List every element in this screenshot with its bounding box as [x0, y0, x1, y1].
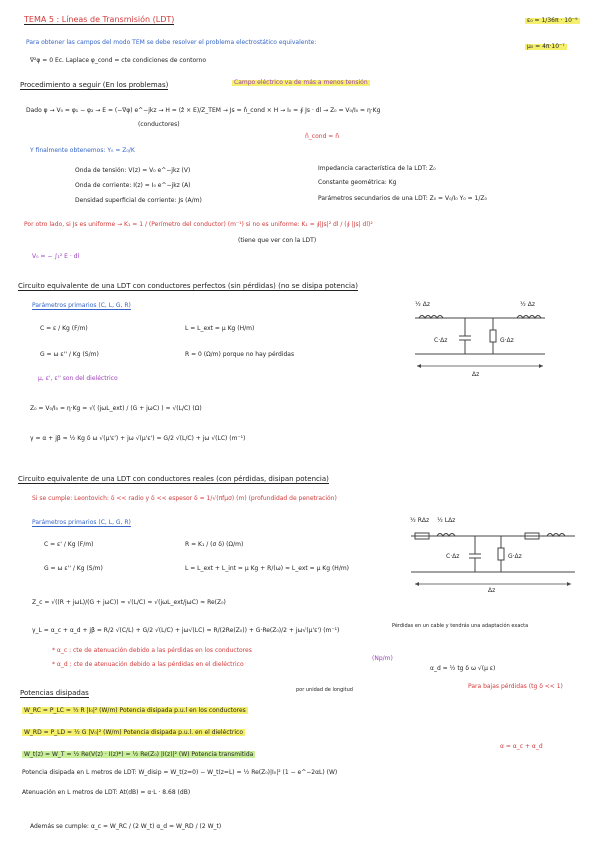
- lossless-g: G = ω ε'' / Kg (S/m): [40, 351, 99, 358]
- page-title: TEMA 5 : Líneas de Transmisión (LDT): [24, 15, 175, 24]
- lossy-low-loss-note: Para bajas pérdidas (tg δ << 1): [468, 683, 563, 690]
- lossy-circuit-diagram: [405, 514, 580, 594]
- power-transmitted: [22, 752, 255, 758]
- power-attenuation-db: Atenuación en L metros de LDT: At(dB) = α·L · 8.68 (dB): [22, 789, 191, 796]
- procedure-heading: Procedimiento a seguir (En los problemas): [20, 81, 169, 89]
- procedure-sub-conductors: (conductores): [138, 121, 180, 128]
- lossy-alpha-d: * α_d : cte de atenuación debido a las pérdidas en el dieléctrico: [52, 661, 244, 668]
- power-per-unit-note: por unidad de longitud: [296, 687, 353, 693]
- power-dissipated-length: Potencia disipada en L metros de LDT: W_disip = W_t(z=0) − W_t(z=L) = ½ Re(Z₀)|I₀|² (1 − e^−2αL) (W): [22, 769, 338, 776]
- lossy-alpha-c: * α_c : cte de atenuación debido a las pérdidas en los conductores: [52, 647, 252, 654]
- characteristic-impedance: Impedancia característica de la LDT: Z₀: [318, 165, 436, 172]
- wave-current: Onda de corriente: I(z) = I₀ e^−jkz (A): [75, 182, 191, 189]
- lossless-params-heading: Parámetros primarios (C, L, G, R): [32, 302, 131, 309]
- lossy-gamma: γ_L = α_c + α_d + jβ = R/2 √(C/L) + G/2 √(L/C) + jω√(LC) ≈ R/(2Re(Z₀)) + G·Re(Z₀)/2 + jω√(μ'ε') (m⁻¹): [32, 627, 340, 634]
- lossy-zc: Z_c = √((R + jωL)/(G + jωC)) ≈ √(L/C) ≈ √(jωL_ext/jωC) ≈ Re(Z₀): [32, 599, 226, 606]
- procedure-final: Y finalmente obtenemos: Y₀ = Z₀/K: [30, 147, 135, 154]
- k1-sub-note: (tiene que ver con la LDT): [238, 237, 317, 244]
- secondary-parameters: Parámetros secundarios de una LDT: Z₀ = V₀/I₀ Y₀ = 1/Z₀: [318, 195, 487, 202]
- procedure-sub-normal: n̂_cond = ñ: [305, 133, 340, 140]
- lossy-l: L = L_ext + L_int = μ Kg + R/(ω) ≈ L_ext = μ Kg (H/m): [185, 565, 350, 572]
- v0-integral: V₀ = − ∫₁² E · dl: [32, 253, 80, 260]
- lossless-circuit-g-label: G·Δz: [500, 337, 514, 344]
- lossy-circuit-g-label: G·Δz: [508, 553, 522, 560]
- lossy-circuit-dz-label: Δz: [488, 587, 496, 594]
- procedure-note: Campo eléctrico va de más a menos tensión: [234, 79, 368, 86]
- constant-mu0: μ₀ = 4π·10⁻⁷: [527, 43, 565, 50]
- lossless-c: C = ε / Kg (F/m): [40, 325, 88, 332]
- lossless-heading: Circuito equivalente de una LDT con conductores perfectos (sin pérdidas) (no se disipa potencia): [18, 282, 358, 290]
- lossy-circuit-r-label: ½ RΔz: [410, 517, 430, 524]
- lossless-l: L = L_ext = μ Kg (H/m): [185, 325, 255, 332]
- geometric-constant: Constante geométrica: Kg: [318, 179, 397, 186]
- intro-line-1: Para obtener las campos del modo TEM se debe resolver el problema electrostático equivalente:: [26, 39, 317, 46]
- lossy-side-note: Pérdidas en un cable y tendrás una adaptación exacta: [392, 623, 529, 629]
- lossy-r: R = K₁ / (σ δ) (Ω/m): [185, 541, 244, 548]
- lossy-condition: Si se cumple: Leontovich: δ << radio y δ << espesor δ = 1/√(πfμσ) (m) (profundidad de penetración): [32, 495, 337, 502]
- wave-surface-current: Densidad superficial de corriente: Js (A/m): [75, 197, 202, 204]
- lossless-circuit-diagram: [405, 296, 555, 376]
- lossy-circuit-c-label: C·Δz: [446, 553, 460, 560]
- power-transmitted-text: W_t(z) = W_T = ½ Re(V(z) · I(z)*) = ½ Re(Z₀) |I(z)|² (W) Potencia transmitida: [24, 751, 254, 758]
- lossy-c: C = ε' / Kg (F/m): [44, 541, 94, 548]
- lossless-r: R = 0 (Ω/m) porque no hay pérdidas: [185, 351, 295, 358]
- lossy-params-heading: Parámetros primarios (C, L, G, R): [32, 519, 131, 526]
- power-dielectric-loss: [22, 730, 245, 736]
- wave-voltage: Onda de tensión: V(z) = V₀ e^−jkz (V): [75, 167, 191, 174]
- power-conductor-loss: [22, 708, 248, 714]
- lossless-z0: Z₀ = V₀/I₀ = η·Kg = √( (jωL_ext) / (G + jωC) ) ≈ √(L/C) (Ω): [30, 405, 202, 412]
- constant-epsilon0: ε₀ = 1/36π · 10⁻⁹: [527, 17, 578, 24]
- lossless-circuit-r-label: ½ Δz: [520, 301, 535, 308]
- power-dielectric-loss-text: W_RD = P_LD = ½ G |V₀|² (W/m) Potencia disipada p.u.l. en el dieléctrico: [24, 729, 243, 736]
- lossy-np-unit: (Np/m): [372, 655, 393, 662]
- power-alpha-sum: α = α_c + α_d: [500, 743, 543, 750]
- lossless-note: μ, ε', ε'' son del dieléctrico: [38, 375, 118, 382]
- power-heading: Potencias disipadas: [20, 689, 89, 697]
- intro-line-2: ∇²φ = 0 Ec. Laplace φ_cond = cte condiciones de contorno: [30, 57, 206, 64]
- lossless-circuit-dz-label: Δz: [472, 371, 480, 378]
- lossless-circuit-c-label: C·Δz: [434, 337, 448, 344]
- power-alpha-relations: Además se cumple: α_c = W_RC / (2 W_t) α_d = W_RD / (2 W_t): [30, 823, 222, 830]
- lossless-gamma: γ = α + jβ ≈ ½ Kg δ ω √(μ'ε') + jω √(μ'ε') = G/2 √(L/C) + jω √(LC) (m⁻¹): [30, 435, 246, 442]
- procedure-chain: Dado φ → V₀ = φ₁ − φ₂ → E = (−∇φ) e^−jkz → H = (ẑ × E)/Z_TEM → Js = n̂_cond × H → I₀ = ∮ Js · dl → Z₀ = V₀/I₀ = η·Kg: [26, 107, 381, 114]
- lossy-alpha-d-formula: α_d = ½ tg δ ω √(μ ε): [430, 665, 496, 672]
- power-conductor-loss-text: W_RC = P_LC = ½ R |I₀|² (W/m) Potencia disipada p.u.l en los conductores: [24, 707, 246, 714]
- lossless-circuit-l-label: ½ Δz: [415, 301, 430, 308]
- lossy-g: G = ω ε'' / Kg (S/m): [44, 565, 103, 572]
- k1-uniform: Por otro lado, si Js es uniforme → K₁ = 1 / (Perímetro del conductor) (m⁻¹) si no es uniforme: K₁ = ∮|Js|² dl / (∮ |Js| dl)²: [24, 221, 373, 228]
- lossy-heading: Circuito equivalente de una LDT con conductores reales (con pérdidas, disipan potencia): [18, 475, 329, 483]
- lossy-circuit-l-label: ½ LΔz: [437, 517, 456, 524]
